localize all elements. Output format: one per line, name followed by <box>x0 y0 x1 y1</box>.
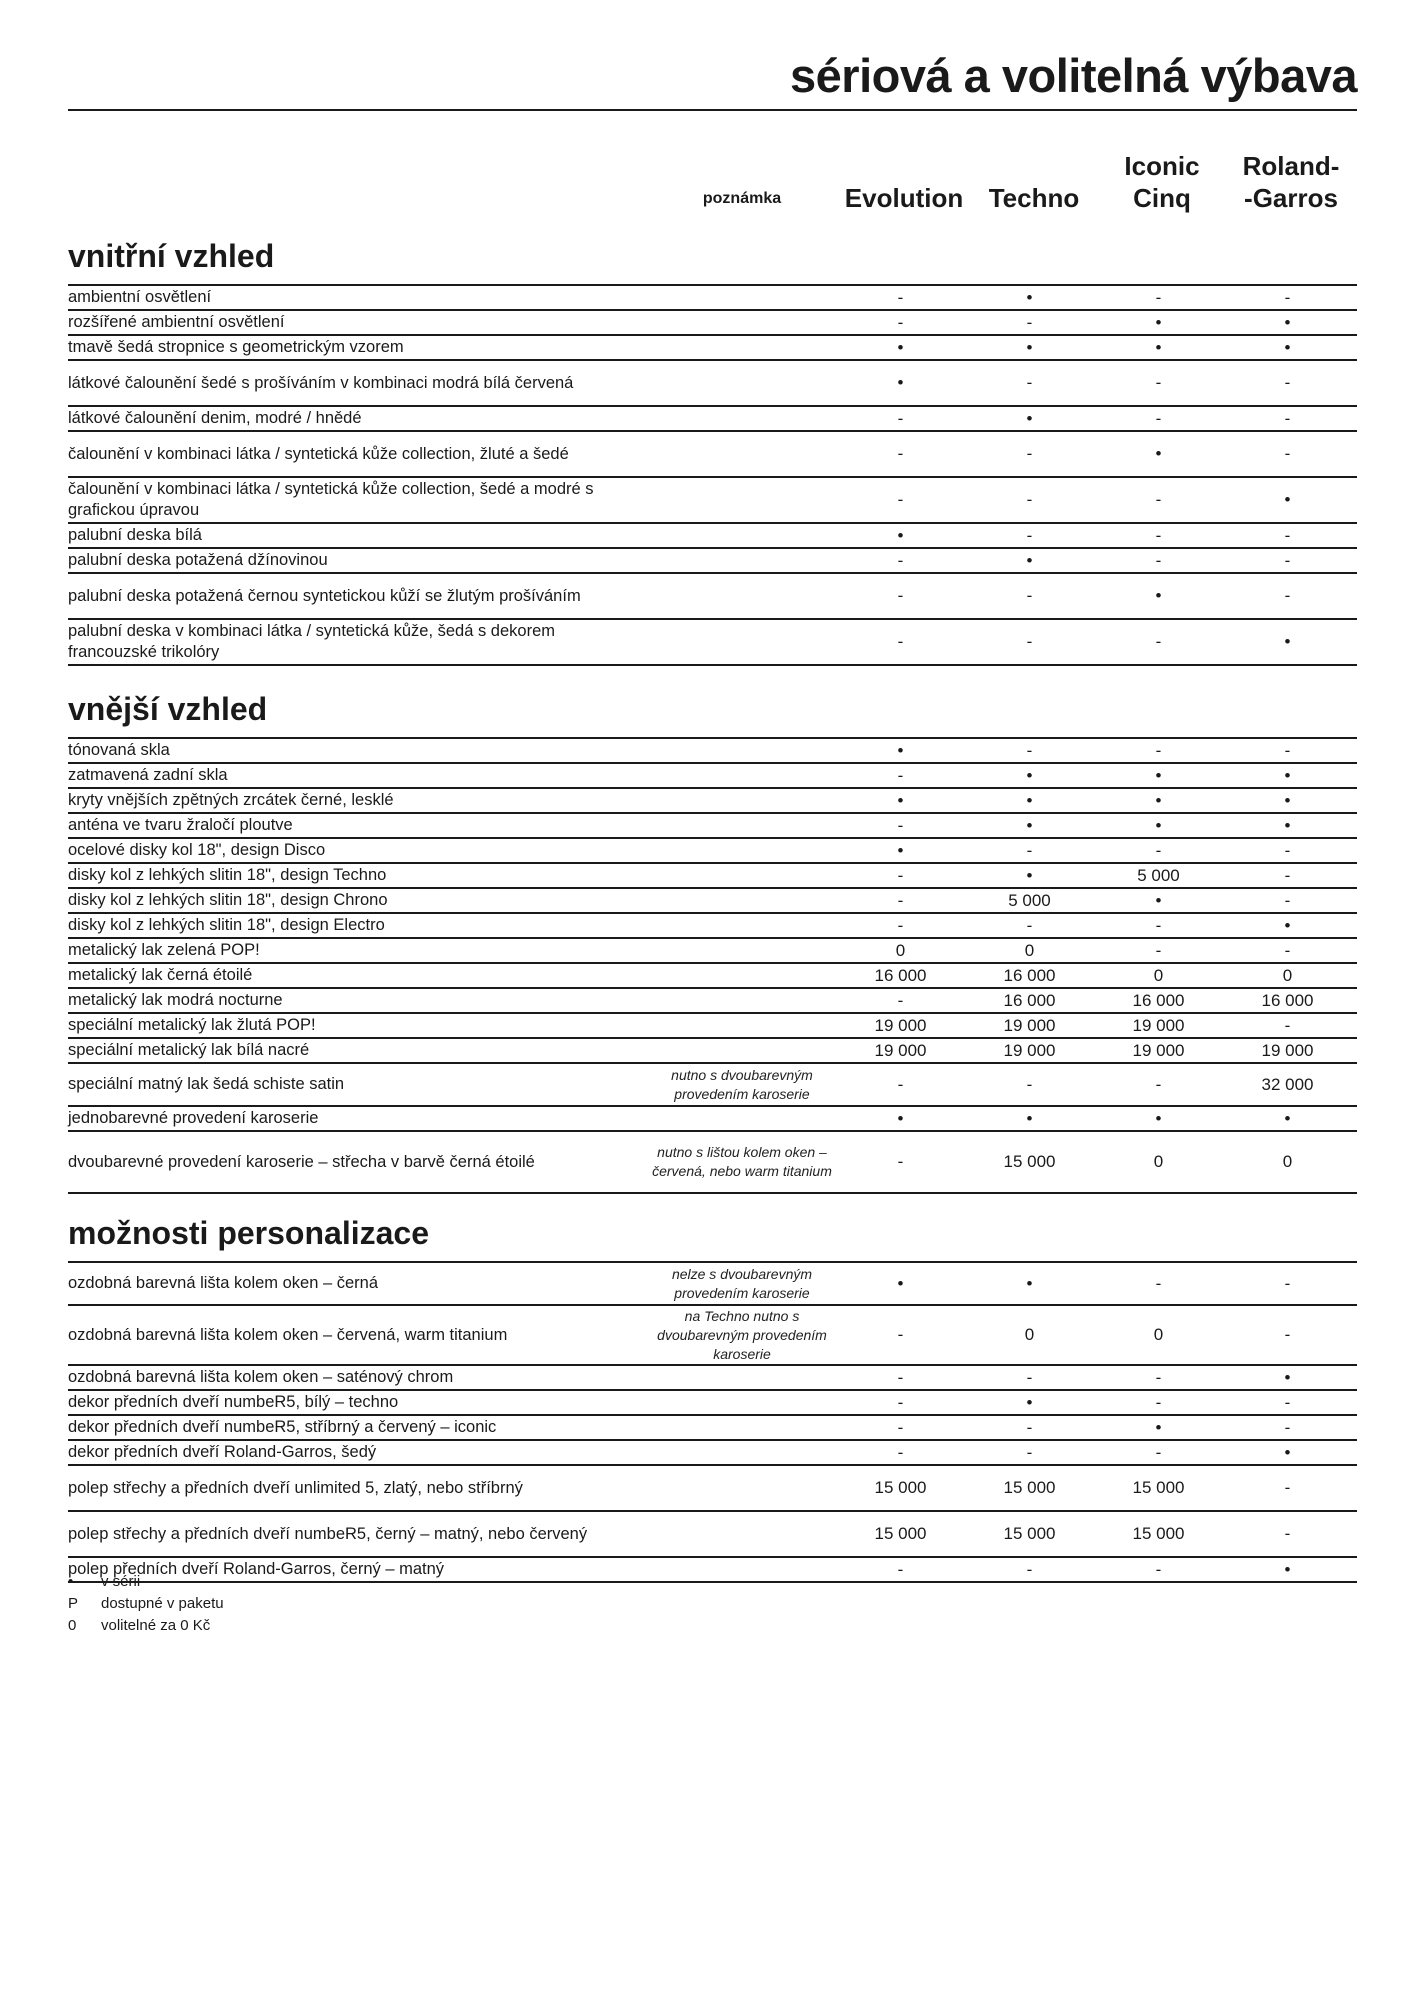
section-personalization <box>68 1213 1357 1583</box>
value-roland-garros: 16 000 <box>1261 990 1314 1010</box>
section-exterior <box>68 689 1357 1194</box>
value-roland-garros: - <box>1284 890 1291 910</box>
feature-label: disky kol z lehkých slitin 18", design Techno <box>68 866 387 884</box>
feature-label: tónovaná skla <box>68 741 170 759</box>
value-techno: 5 000 <box>1008 890 1051 910</box>
value-evolution: - <box>897 490 904 509</box>
value-techno: • <box>1026 287 1033 307</box>
section-heading: možnosti personalizace <box>68 1215 429 1251</box>
value-techno: - <box>1026 525 1033 545</box>
value-iconic-cinq: - <box>1155 915 1162 935</box>
table-row <box>68 839 1357 864</box>
table-row <box>68 1391 1357 1416</box>
value-techno: 15 000 <box>1003 1478 1056 1497</box>
value-techno: - <box>1026 840 1033 860</box>
column-header-line2: -Garros <box>1244 183 1338 213</box>
value-roland-garros: - <box>1284 287 1291 307</box>
value-roland-garros: 0 <box>1282 965 1293 985</box>
value-roland-garros: - <box>1284 740 1291 760</box>
value-roland-garros: - <box>1284 1015 1291 1035</box>
value-roland-garros: - <box>1284 1478 1291 1497</box>
table-row <box>68 407 1357 432</box>
value-techno: • <box>1026 790 1033 810</box>
column-header-techno <box>964 182 1104 214</box>
feature-note: nutno s dvoubarevným provedením karoserie <box>671 1066 813 1102</box>
table-row <box>68 1466 1357 1512</box>
value-iconic-cinq: - <box>1155 287 1162 307</box>
feature-label: metalický lak černá étoilé <box>68 966 253 984</box>
title-divider <box>68 109 1357 111</box>
table-row <box>68 939 1357 964</box>
feature-table <box>68 1261 1357 1583</box>
feature-label: metalický lak zelená POP! <box>68 941 260 959</box>
value-iconic-cinq: - <box>1155 373 1162 392</box>
feature-label: ozdobná barevná lišta kolem oken – saténový chrom <box>68 1368 454 1386</box>
value-techno: • <box>1026 765 1033 785</box>
table-row <box>68 1014 1357 1039</box>
table-row <box>68 1107 1357 1132</box>
table-row <box>68 889 1357 914</box>
value-techno: - <box>1026 740 1033 760</box>
value-iconic-cinq: 5 000 <box>1137 865 1180 885</box>
value-techno: • <box>1026 865 1033 885</box>
feature-label: palubní deska potažená černou syntetickou kůží se žlutým prošíváním <box>68 586 581 605</box>
value-evolution: - <box>897 408 904 428</box>
value-roland-garros: • <box>1284 1367 1291 1387</box>
value-roland-garros: - <box>1284 373 1291 392</box>
value-iconic-cinq: 0 <box>1153 1152 1164 1171</box>
table-row <box>68 286 1357 311</box>
legend-text: dostupné v paketu <box>101 1595 224 1612</box>
value-iconic-cinq: • <box>1155 815 1162 835</box>
value-roland-garros: • <box>1284 815 1291 835</box>
value-evolution: - <box>897 890 904 910</box>
value-techno: - <box>1026 632 1033 651</box>
value-evolution: - <box>897 1152 904 1171</box>
value-roland-garros: - <box>1284 940 1291 960</box>
table-row <box>68 478 1357 524</box>
feature-note: na Techno nutno s dvoubarevným provedením karoserie <box>657 1307 827 1362</box>
table-row <box>68 1132 1357 1194</box>
value-evolution: - <box>897 1417 904 1437</box>
column-header-evolution <box>834 182 974 214</box>
feature-label: jednobarevné provedení karoserie <box>68 1109 319 1127</box>
section-heading: vnější vzhled <box>68 691 268 727</box>
value-iconic-cinq: - <box>1155 1559 1162 1579</box>
value-iconic-cinq: - <box>1155 940 1162 960</box>
legend-item <box>68 1615 224 1637</box>
legend-symbol: P <box>68 1595 79 1612</box>
value-iconic-cinq: 16 000 <box>1132 990 1185 1010</box>
value-roland-garros: • <box>1284 790 1291 810</box>
value-iconic-cinq: - <box>1155 1074 1162 1094</box>
table-row <box>68 1441 1357 1466</box>
value-evolution: - <box>897 550 904 570</box>
value-evolution: • <box>897 373 904 392</box>
feature-label: speciální matný lak šedá schiste satin <box>68 1075 345 1093</box>
value-iconic-cinq: - <box>1155 1367 1162 1387</box>
value-techno: - <box>1026 1442 1033 1462</box>
page-title: sériová a volitelná výbava <box>790 49 1357 102</box>
column-header-iconic-cinq <box>1092 150 1232 214</box>
value-techno: - <box>1026 915 1033 935</box>
value-techno: • <box>1026 815 1033 835</box>
column-header-line1: Iconic <box>1124 151 1200 181</box>
value-techno: • <box>1026 1392 1033 1412</box>
column-header-note: poznámka <box>702 190 782 207</box>
value-evolution: - <box>897 1367 904 1387</box>
table-row <box>68 864 1357 889</box>
value-evolution: 0 <box>895 940 906 960</box>
value-roland-garros: 0 <box>1282 1152 1293 1171</box>
feature-table <box>68 737 1357 1194</box>
legend-item <box>68 1593 224 1615</box>
value-roland-garros: - <box>1284 444 1291 463</box>
value-iconic-cinq: 15 000 <box>1132 1524 1185 1543</box>
feature-label: ocelové disky kol 18", design Disco <box>68 841 326 859</box>
value-evolution: - <box>897 990 904 1010</box>
value-evolution: - <box>897 1325 904 1344</box>
value-techno: - <box>1026 490 1033 509</box>
value-iconic-cinq: - <box>1155 550 1162 570</box>
feature-label: ozdobná barevná lišta kolem oken – černá <box>68 1274 379 1292</box>
value-evolution: - <box>897 632 904 651</box>
value-roland-garros: - <box>1284 525 1291 545</box>
value-evolution: • <box>897 1273 904 1293</box>
section-interior <box>68 236 1357 666</box>
value-iconic-cinq: - <box>1155 740 1162 760</box>
value-techno: 16 000 <box>1003 965 1056 985</box>
feature-label: zatmavená zadní skla <box>68 766 228 784</box>
value-roland-garros: 32 000 <box>1261 1074 1314 1094</box>
feature-label: čalounění v kombinaci látka / syntetická kůže collection, šedé a modré s grafickou úpravou <box>68 480 594 519</box>
table-row <box>68 574 1357 620</box>
value-roland-garros: - <box>1284 840 1291 860</box>
value-roland-garros: • <box>1284 765 1291 785</box>
value-techno: 0 <box>1024 940 1035 960</box>
value-iconic-cinq: - <box>1155 525 1162 545</box>
value-iconic-cinq: - <box>1155 1442 1162 1462</box>
value-roland-garros: • <box>1284 632 1291 651</box>
feature-label: speciální metalický lak žlutá POP! <box>68 1016 316 1034</box>
feature-label: dekor předních dveří numbeR5, bílý – techno <box>68 1393 399 1411</box>
value-techno: - <box>1026 1074 1033 1094</box>
table-row <box>68 620 1357 666</box>
value-iconic-cinq: - <box>1155 1392 1162 1412</box>
table-row <box>68 1558 1357 1583</box>
value-evolution: - <box>897 586 904 605</box>
feature-label: polep střechy a předních dveří unlimited 5, zlatý, nebo stříbrný <box>68 1478 523 1497</box>
value-evolution: • <box>897 1108 904 1128</box>
feature-label: palubní deska v kombinaci látka / syntetická kůže, šedá s dekorem francouzské trikolóry <box>68 622 555 661</box>
feature-label: látkové čalounění šedé s prošíváním v kombinaci modrá bílá červená <box>68 373 574 392</box>
table-row <box>68 1366 1357 1391</box>
table-row <box>68 1512 1357 1558</box>
table-row <box>68 1306 1357 1366</box>
table-row <box>68 549 1357 574</box>
value-iconic-cinq: 19 000 <box>1132 1015 1185 1035</box>
table-row <box>68 1416 1357 1441</box>
value-evolution: 19 000 <box>874 1040 927 1060</box>
value-iconic-cinq: • <box>1155 312 1162 332</box>
value-techno: - <box>1026 444 1033 463</box>
column-header-label: Evolution <box>844 183 964 213</box>
table-row <box>68 336 1357 361</box>
feature-label: anténa ve tvaru žraločí ploutve <box>68 816 293 834</box>
feature-label: dekor předních dveří numbeR5, stříbrný a červený – iconic <box>68 1418 497 1436</box>
value-iconic-cinq: - <box>1155 1273 1162 1293</box>
table-row <box>68 789 1357 814</box>
table-row <box>68 1263 1357 1306</box>
value-roland-garros: • <box>1284 1559 1291 1579</box>
value-evolution: • <box>897 790 904 810</box>
value-techno: • <box>1026 337 1033 357</box>
table-row <box>68 914 1357 939</box>
value-roland-garros: - <box>1284 1325 1291 1344</box>
value-iconic-cinq: - <box>1155 408 1162 428</box>
value-roland-garros: 19 000 <box>1261 1040 1314 1060</box>
table-row <box>68 814 1357 839</box>
feature-label: disky kol z lehkých slitin 18", design Chrono <box>68 891 388 909</box>
table-row <box>68 989 1357 1014</box>
value-techno: - <box>1026 373 1033 392</box>
table-row <box>68 524 1357 549</box>
value-evolution: 19 000 <box>874 1015 927 1035</box>
value-evolution: • <box>897 740 904 760</box>
value-evolution: 16 000 <box>874 965 927 985</box>
value-roland-garros: • <box>1284 1442 1291 1462</box>
feature-label: rozšířené ambientní osvětlení <box>68 313 285 331</box>
value-techno: 15 000 <box>1003 1152 1056 1171</box>
table-row <box>68 964 1357 989</box>
value-roland-garros: • <box>1284 490 1291 509</box>
feature-table <box>68 284 1357 666</box>
value-iconic-cinq: • <box>1155 1417 1162 1437</box>
value-iconic-cinq: 19 000 <box>1132 1040 1185 1060</box>
value-techno: - <box>1026 1417 1033 1437</box>
value-techno: • <box>1026 1273 1033 1293</box>
value-iconic-cinq: 0 <box>1153 1325 1164 1344</box>
value-evolution: - <box>897 444 904 463</box>
value-evolution: - <box>897 865 904 885</box>
value-evolution: - <box>897 1392 904 1412</box>
value-evolution: • <box>897 840 904 860</box>
value-iconic-cinq: • <box>1155 1108 1162 1128</box>
value-techno: - <box>1026 312 1033 332</box>
value-iconic-cinq: • <box>1155 444 1162 463</box>
value-roland-garros: • <box>1284 915 1291 935</box>
value-evolution: - <box>897 1442 904 1462</box>
value-roland-garros: - <box>1284 1392 1291 1412</box>
value-techno: - <box>1026 586 1033 605</box>
column-header-roland-garros <box>1221 150 1361 214</box>
feature-label: čalounění v kombinaci látka / syntetická kůže collection, žluté a šedé <box>68 444 569 463</box>
feature-label: kryty vnějších zpětných zrcátek černé, lesklé <box>68 791 394 809</box>
value-iconic-cinq: - <box>1155 490 1162 509</box>
feature-label: metalický lak modrá nocturne <box>68 991 283 1009</box>
value-iconic-cinq: • <box>1155 586 1162 605</box>
value-techno: 15 000 <box>1003 1524 1056 1543</box>
legend-item <box>68 1571 224 1593</box>
value-iconic-cinq: • <box>1155 765 1162 785</box>
feature-label: polep střechy a předních dveří numbeR5, černý – matný, nebo červený <box>68 1524 588 1543</box>
feature-label: speciální metalický lak bílá nacré <box>68 1041 310 1059</box>
value-roland-garros: - <box>1284 1273 1291 1293</box>
value-evolution: - <box>897 1074 904 1094</box>
value-roland-garros: - <box>1284 865 1291 885</box>
value-evolution: • <box>897 525 904 545</box>
value-roland-garros: - <box>1284 408 1291 428</box>
feature-note: nutno s lištou kolem oken – červená, nebo warm titanium <box>652 1144 832 1179</box>
value-iconic-cinq: • <box>1155 790 1162 810</box>
value-iconic-cinq: - <box>1155 632 1162 651</box>
value-roland-garros: • <box>1284 312 1291 332</box>
value-techno: 16 000 <box>1003 990 1056 1010</box>
feature-label: dvoubarevné provedení karoserie – střecha v barvě černá étoilé <box>68 1152 535 1171</box>
value-techno: - <box>1026 1559 1033 1579</box>
table-row <box>68 739 1357 764</box>
legend-symbol: • <box>68 1573 74 1590</box>
value-roland-garros: • <box>1284 337 1291 357</box>
value-evolution: 15 000 <box>874 1524 927 1543</box>
table-row <box>68 1064 1357 1107</box>
feature-label: palubní deska bílá <box>68 526 202 544</box>
value-techno: 19 000 <box>1003 1040 1056 1060</box>
value-roland-garros: - <box>1284 550 1291 570</box>
value-iconic-cinq: • <box>1155 337 1162 357</box>
table-row <box>68 432 1357 478</box>
value-evolution: - <box>897 915 904 935</box>
feature-label: tmavě šedá stropnice s geometrickým vzorem <box>68 338 404 356</box>
value-techno: - <box>1026 1367 1033 1387</box>
value-techno: 0 <box>1024 1325 1035 1344</box>
value-evolution: • <box>897 337 904 357</box>
feature-label: ozdobná barevná lišta kolem oken – červená, warm titanium <box>68 1325 508 1344</box>
value-iconic-cinq: • <box>1155 890 1162 910</box>
table-row <box>68 311 1357 336</box>
legend-text: v sérii <box>101 1573 141 1590</box>
value-iconic-cinq: 15 000 <box>1132 1478 1185 1497</box>
legend-symbol: 0 <box>68 1617 77 1634</box>
value-evolution: - <box>897 312 904 332</box>
value-evolution: - <box>897 287 904 307</box>
value-techno: • <box>1026 1108 1033 1128</box>
value-roland-garros: - <box>1284 586 1291 605</box>
feature-label: ambientní osvětlení <box>68 288 212 306</box>
value-evolution: - <box>897 1559 904 1579</box>
table-row <box>68 361 1357 407</box>
value-evolution: - <box>897 815 904 835</box>
value-iconic-cinq: - <box>1155 840 1162 860</box>
feature-label: palubní deska potažená džínovinou <box>68 551 328 569</box>
value-techno: • <box>1026 550 1033 570</box>
feature-label: polep předních dveří Roland-Garros, černý – matný <box>68 1560 445 1578</box>
value-roland-garros: - <box>1284 1417 1291 1437</box>
column-header-line1: Roland- <box>1242 151 1340 181</box>
feature-label: dekor předních dveří Roland-Garros, šedý <box>68 1443 377 1461</box>
column-header-label: Techno <box>988 183 1080 213</box>
feature-note: nelze s dvoubarevným provedením karoserie <box>671 1265 813 1301</box>
table-row <box>68 1039 1357 1064</box>
section-heading: vnitřní vzhled <box>68 238 275 274</box>
value-evolution: - <box>897 765 904 785</box>
legend-text: volitelné za 0 Kč <box>101 1617 211 1634</box>
table-row <box>68 764 1357 789</box>
value-techno: • <box>1026 408 1033 428</box>
value-roland-garros: • <box>1284 1108 1291 1128</box>
value-techno: 19 000 <box>1003 1015 1056 1035</box>
legend <box>68 1571 224 1637</box>
value-iconic-cinq: 0 <box>1153 965 1164 985</box>
column-header-line2: Cinq <box>1133 183 1191 213</box>
value-evolution: 15 000 <box>874 1478 927 1497</box>
value-roland-garros: - <box>1284 1524 1291 1543</box>
feature-label: látkové čalounění denim, modré / hnědé <box>68 409 362 427</box>
feature-label: disky kol z lehkých slitin 18", design Electro <box>68 916 385 934</box>
